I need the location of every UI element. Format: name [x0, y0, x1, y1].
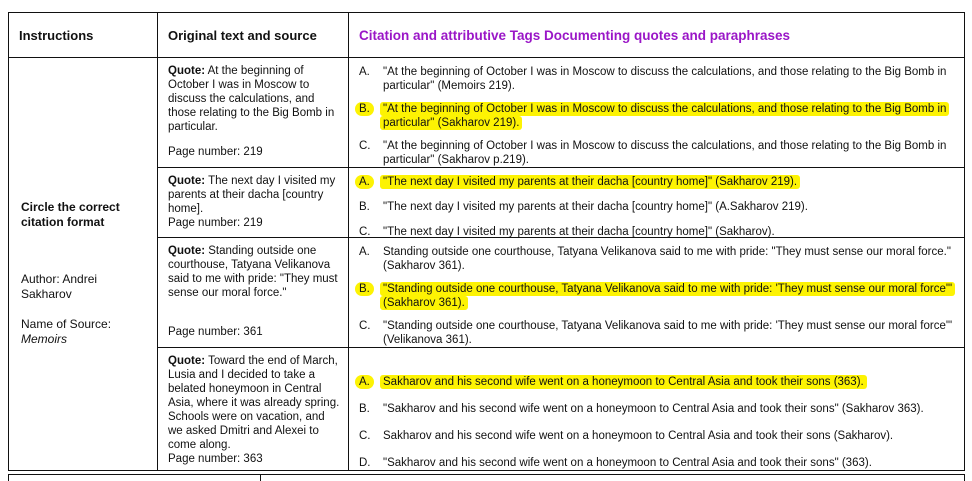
- quote-label: Quote:: [168, 245, 206, 257]
- option-text: "The next day I visited my parents at their dacha [country home]" (A.Sakharov 219).: [383, 201, 808, 213]
- option-text: "At the beginning of October I was in Moscow to discuss the calculations, and those relating to the Big Bomb in particular" (Sakharov 219).: [383, 102, 956, 130]
- quote-cell-4: [158, 348, 349, 470]
- header-instructions: [9, 13, 158, 58]
- header-citation-tags-label: Citation and attributive Tags Documenting quotes and paraphrases: [359, 27, 791, 43]
- option-row-3b-highlighted: [359, 282, 956, 310]
- quote-cell-3: [158, 238, 349, 348]
- page-number-2: Page number: 219: [168, 217, 263, 229]
- option-letter: C.: [359, 430, 371, 442]
- quote-label: Quote:: [168, 355, 206, 367]
- quote-text-4: [168, 354, 340, 452]
- option-row-2c: [359, 225, 956, 238]
- next-table-row-fragment: [8, 474, 965, 481]
- page-number-3: Page number: 361: [168, 326, 263, 338]
- option-text: "Standing outside one courthouse, Tatyana Velikanova said to me with pride: 'They must sense our moral force'" (Sakharov 361).: [383, 282, 956, 310]
- option-letter: C.: [359, 226, 371, 238]
- quote-cell-1: [158, 58, 349, 168]
- instructions-source-label: Name of Source:: [21, 317, 112, 331]
- option-letter: B.: [359, 282, 383, 296]
- option-row-1b-highlighted: [359, 102, 956, 130]
- option-text: Sakharov and his second wife went on a honeymoon to Central Asia and took their sons (Sakharov).: [383, 430, 894, 442]
- option-letter: A.: [359, 375, 383, 389]
- option-row-2a-highlighted: [359, 175, 956, 189]
- header-instructions-label: Instructions: [19, 27, 94, 43]
- option-row-4c: [359, 429, 956, 443]
- instructions-source-name: Memoirs: [21, 332, 68, 346]
- option-text: "Sakharov and his second wife went on a honeymoon to Central Asia and took their sons" (Sakharov 363).: [383, 403, 924, 415]
- page-number-1: Page number: 219: [168, 146, 263, 158]
- option-row-3a: [359, 245, 956, 273]
- option-row-3c: [359, 319, 956, 347]
- quote-body: The next day I visited my parents at their dacha [country home].: [168, 175, 336, 215]
- option-letter: A.: [359, 66, 370, 78]
- header-citation-tags: [349, 13, 964, 58]
- options-cell-3: [349, 238, 964, 348]
- page-number-4: Page number: 363: [168, 453, 263, 465]
- quote-label: Quote:: [168, 65, 206, 77]
- option-text: "At the beginning of October I was in Moscow to discuss the calculations, and those relating to the Big Bomb in particular" (Memoirs 219).: [383, 66, 947, 92]
- option-letter: C.: [359, 140, 371, 152]
- options-cell-1: [349, 58, 964, 168]
- header-original-text-label: Original text and source: [168, 27, 317, 43]
- instructions-cell: [9, 58, 158, 470]
- quote-text-1: [168, 64, 340, 134]
- quote-body: At the beginning of October I was in Moscow to discuss the calculations, and those relating to the Big Bomb in particular.: [168, 65, 335, 133]
- option-row-4a-highlighted: [359, 375, 956, 389]
- instructions-title: Circle the correct citation format: [21, 200, 120, 229]
- option-letter: B.: [359, 403, 370, 415]
- quote-cell-2: [158, 168, 349, 238]
- option-text: "The next day I visited my parents at their dacha [country home]" (Sakharov).: [383, 226, 775, 238]
- option-row-1c: [359, 139, 956, 167]
- option-letter: D.: [359, 457, 371, 469]
- option-row-4d: [359, 456, 956, 470]
- citation-worksheet-table: [8, 12, 965, 471]
- option-letter: A.: [359, 246, 370, 258]
- options-cell-4: [349, 348, 964, 470]
- instructions-author: Author: Andrei Sakharov: [21, 272, 98, 301]
- fragment-cell-right: [261, 475, 964, 481]
- option-text: "Sakharov and his second wife went on a honeymoon to Central Asia and took their sons" (363).: [383, 457, 872, 469]
- option-text: Sakharov and his second wife went on a honeymoon to Central Asia and took their sons (363).: [383, 375, 956, 389]
- option-letter: C.: [359, 320, 371, 332]
- option-letter: B.: [359, 201, 370, 213]
- quote-body: Toward the end of March, Lusia and I decided to take a belated honeymoon in Central Asia, where it was already spring. Schools were on vacation, and we asked Dmitri and Alexei to come along.: [168, 355, 340, 451]
- option-row-1a: [359, 65, 956, 93]
- option-text: "At the beginning of October I was in Moscow to discuss the calculations, and those relating to the Big Bomb in particular" (Sakharov p.219).: [383, 140, 947, 166]
- option-letter: A.: [359, 175, 383, 189]
- option-text: Standing outside one courthouse, Tatyana Velikanova said to me with pride: "They must sense our moral force." (Sakharov 361).: [383, 246, 951, 272]
- quote-text-2: [168, 174, 340, 216]
- option-text: "The next day I visited my parents at their dacha [country home]" (Sakharov 219).: [383, 175, 956, 189]
- option-row-2b: [359, 200, 956, 214]
- option-text: "Standing outside one courthouse, Tatyana Velikanova said to me with pride: 'They must sense our moral force'" (Velikanova 361).: [383, 320, 953, 346]
- options-cell-2: [349, 168, 964, 238]
- quote-label: Quote:: [168, 175, 206, 187]
- quote-text-3: [168, 244, 340, 300]
- option-letter: B.: [359, 102, 383, 116]
- option-row-4b: [359, 402, 956, 416]
- header-original-text: [158, 13, 349, 58]
- quote-body: Standing outside one courthouse, Tatyana Velikanova said to me with pride: "They must sense our moral force.": [168, 245, 338, 299]
- fragment-cell-left: [9, 475, 261, 481]
